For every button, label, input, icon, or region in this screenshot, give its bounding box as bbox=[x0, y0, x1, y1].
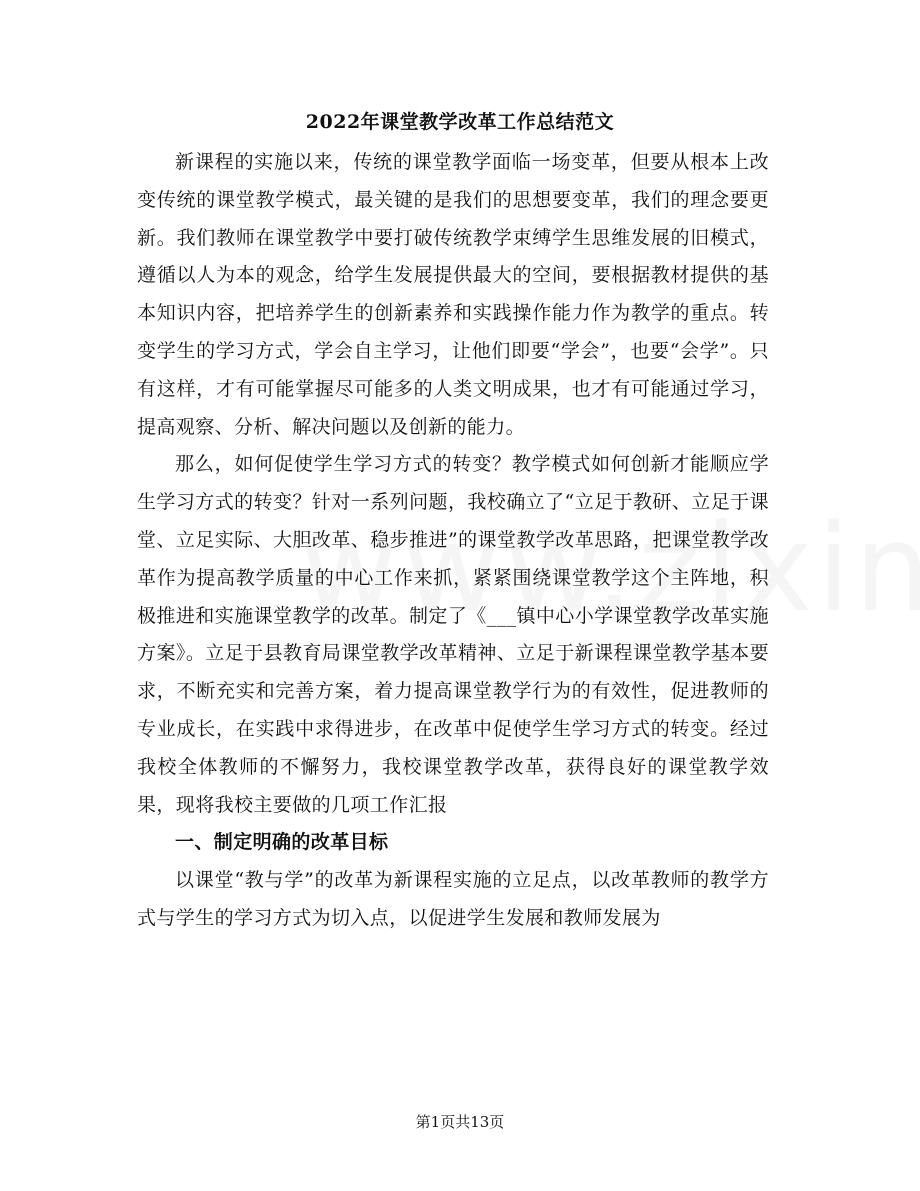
page-number-footer: 第1页共13页 bbox=[415, 1113, 505, 1131]
section-heading: 一、制定明确的改革目标 bbox=[175, 831, 389, 854]
document-title: 2022年课堂教学改革工作总结范文 bbox=[305, 111, 615, 133]
paragraph-2: 那么，如何促使学生学习方式的转变？教学模式如何创新才能顺应学生学习方式的转变？针对一系列问题，我校确立了“立足于教研、立足于课堂、立足实际、大胆改革、稳步推进”的课堂教学改革思路，把课堂教学改革作为提高教学质量的中心工作来抓，紧紧围绕课堂教学这个主阵地，积极推进和实施课堂教学的改革。制定了《___镇中心小学课堂教学改革实施方案》。立足于县教育局课堂教学改革精神、立足于新课程课堂教学基本要求，不断充实和完善方案，着力提高课堂教学行为的有效性，促进教师的专业成长，在实践中求得进步，在改革中促使学生学习方式的转变。经过我校全体教师的不懈努力，我校课堂教学改革，获得良好的课堂教学效果，现将我校主要做的几项工作汇报 bbox=[137, 453, 769, 816]
paragraph-1: 新课程的实施以来，传统的课堂教学面临一场变革，但要从根本上改变传统的课堂教学模式，最关键的是我们的思想要变革，我们的理念要更新。我们教师在课堂教学中要打破传统教学束缚学生思维发展的旧模式，遵循以人为本的观念，给学生发展提供最大的空间，要根据教材提供的基本知识内容，把培养学生的创新素养和实践操作能力作为教学的重点。转变学生的学习方式，学会自主学习，让他们即要“学会”，也要“会学”。只有这样，才有可能掌握尽可能多的人类文明成果，也才有可能通过学习，提高观察、分析、解决问题以及创新的能力。 bbox=[137, 151, 769, 438]
document-body bbox=[137, 144, 769, 938]
section-paragraph: 以课堂“教与学”的改革为新课程实施的立足点，以改革教师的教学方式与学生的学习方式为切入点，以促进学生发展和教师发展为 bbox=[137, 869, 769, 929]
